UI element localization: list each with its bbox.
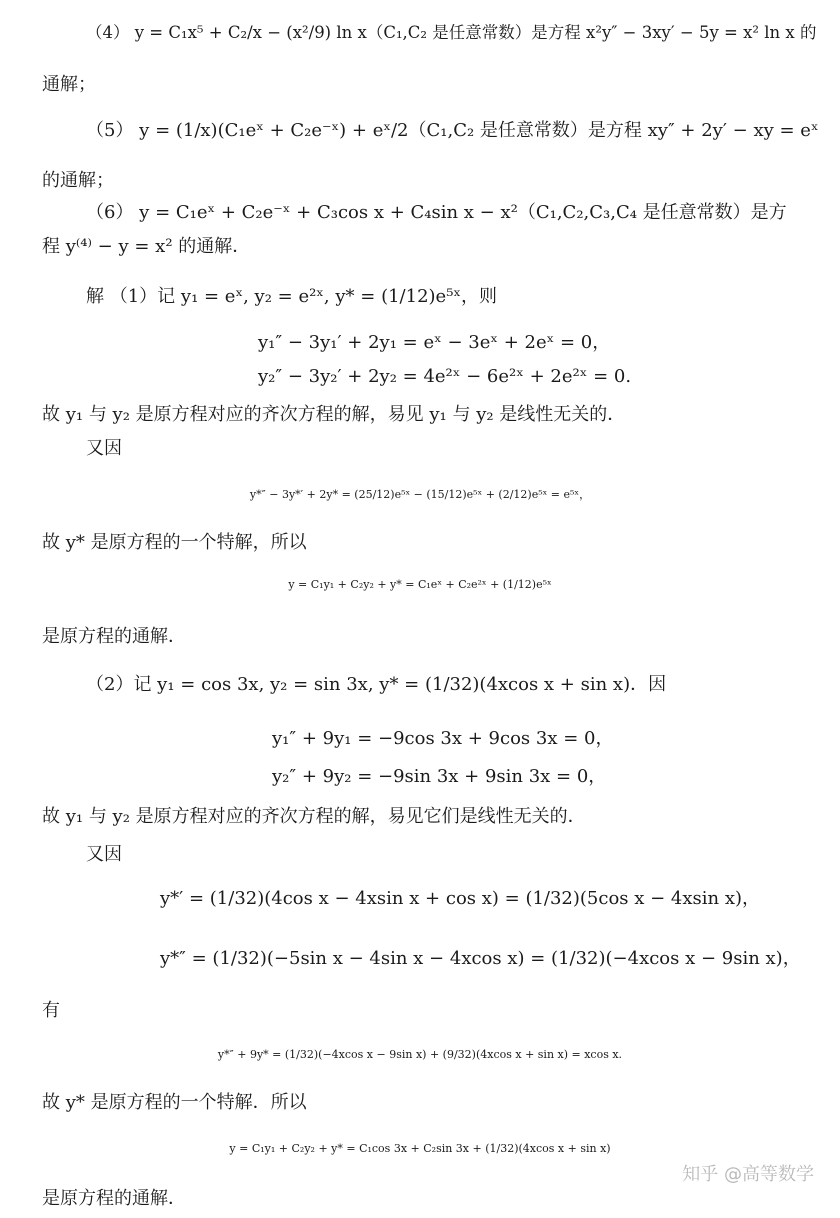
- equation-ystar-double-prime: y*″ = (1/32)(−5sin x − 4sin x − 4xcos x) = (1/32)(−4xcos x − 9sin x)，: [160, 948, 801, 969]
- solution-2-text4: 故 y* 是原方程的一个特解．所以: [42, 1092, 307, 1113]
- solution-1-text2: 又因: [86, 438, 122, 459]
- equation-y1-check: y₁″ − 3y₁′ + 2y₁ = eˣ − 3eˣ + 2eˣ = 0，: [258, 332, 611, 353]
- solution-2-text3: 有: [42, 1000, 60, 1021]
- solution-2-intro: （2）记 y₁ = cos 3x, y₂ = sin 3x, y* = (1/32)(4xcos x + sin x)．因: [86, 674, 667, 695]
- solution-2-text2: 又因: [86, 844, 122, 865]
- equation-y2-check-2: y₂″ + 9y₂ = −9sin 3x + 9sin 3x = 0，: [272, 766, 607, 787]
- statement-6-line1: （6） y = C₁eˣ + C₂e⁻ˣ + C₃cos x + C₄sin x − x²（C₁,C₂,C₃,C₄ 是任意常数）是方: [86, 202, 787, 223]
- equation-ystar-check-2: y*″ + 9y* = (1/32)(−4xcos x − 9sin x) + (9/32)(4xcos x + sin x) = xcos x.: [217, 1048, 623, 1061]
- solution-1-text1: 故 y₁ 与 y₂ 是原方程对应的齐次方程的解，易见 y₁ 与 y₂ 是线性无关的．: [42, 404, 626, 425]
- statement-5-line1: （5） y = (1/x)(C₁eˣ + C₂e⁻ˣ) + eˣ/2（C₁,C₂ 是任意常数）是方程 xy″ + 2y′ − xy = eˣ: [86, 120, 819, 141]
- solution-1-intro: 解 （1）记 y₁ = eˣ, y₂ = e²ˣ, y* = (1/12)e⁵ˣ，则: [86, 286, 498, 307]
- equation-ystar-prime: y*′ = (1/32)(4cos x − 4xsin x + cos x) = (1/32)(5cos x − 4xsin x)，: [160, 888, 761, 909]
- equation-ystar-check: y*″ − 3y*′ + 2y* = (25/12)e⁵ˣ − (15/12)e⁵ˣ + (2/12)e⁵ˣ = e⁵ˣ，: [249, 488, 591, 501]
- solution-1-conclusion: 是原方程的通解．: [42, 626, 186, 647]
- equation-general-2: y = C₁y₁ + C₂y₂ + y* = C₁cos 3x + C₂sin 3x + (1/32)(4xcos x + sin x): [229, 1142, 611, 1155]
- solution-1-text3: 故 y* 是原方程的一个特解，所以: [42, 532, 307, 553]
- zhihu-watermark: 知乎 @高等数学: [682, 1164, 814, 1185]
- statement-6-line2: 程 y⁽⁴⁾ − y = x² 的通解．: [42, 236, 251, 257]
- equation-y2-check: y₂″ − 3y₂′ + 2y₂ = 4e²ˣ − 6e²ˣ + 2e²ˣ = 0.: [258, 366, 632, 387]
- statement-4-line1: （4） y = C₁x⁵ + C₂/x − (x²/9) ln x（C₁,C₂ 是任意常数）是方程 x²y″ − 3xy′ − 5y = x² ln x 的: [86, 23, 817, 42]
- statement-4-line2: 通解；: [42, 74, 96, 95]
- solution-2-conclusion: 是原方程的通解．: [42, 1188, 186, 1209]
- equation-y1-check-2: y₁″ + 9y₁ = −9cos 3x + 9cos 3x = 0，: [272, 728, 614, 749]
- solution-2-text1: 故 y₁ 与 y₂ 是原方程对应的齐次方程的解，易见它们是线性无关的．: [42, 806, 586, 827]
- equation-general-1: y = C₁y₁ + C₂y₂ + y* = C₁eˣ + C₂e²ˣ + (1/12)e⁵ˣ: [288, 578, 552, 591]
- statement-5-line2: 的通解；: [42, 170, 114, 191]
